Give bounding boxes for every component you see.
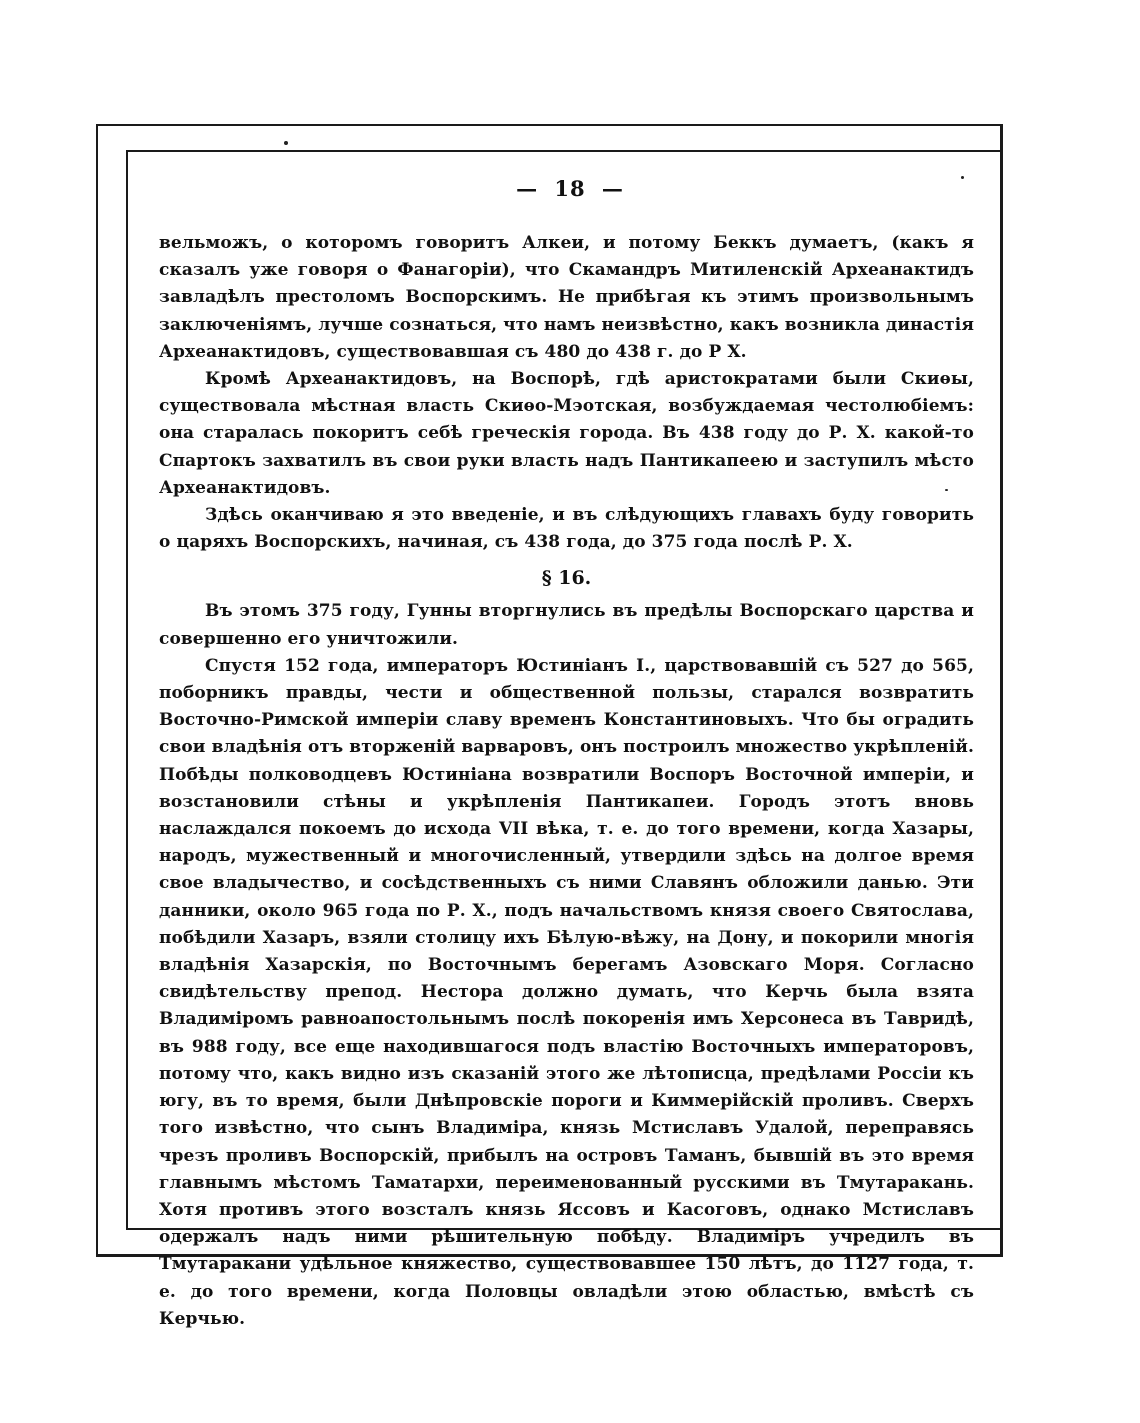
section-heading: § 16. [541,567,592,590]
paragraph: Здѣсь оканчиваю я это введеніе, и въ слѣдующихъ главахъ буду говорить о царяхъ Воспорскихъ, начиная, съ 438 года, до 375 года послѣ Р. Х. [159,505,974,553]
page-number: — 18 — [516,176,624,201]
paragraph: Въ этомъ 375 году, Гунны вторгнулись въ предѣлы Воспорскаго царства и совершенно его уничтожили. [159,601,974,649]
body-text [159,230,974,1333]
print-speck [284,141,288,145]
paragraph: Спустя 152 года, императоръ Юстиніанъ I., царствовавшій съ 527 до 565, поборникъ правды, чести и общественной пользы, старался возвратить Восточно-Римской имперіи славу временъ Константиновыхъ. Что бы оградить свои владѣнія отъ вторженій варваровъ, онъ построилъ множество укрѣпленій. Побѣды полководцевъ Юстиніана возвратили Воспоръ Восточной имперіи, и возстановили стѣны и укрѣпленія Пантикапеи. Городъ этотъ вновь наслаждался покоемъ до исхода VII вѣка, т. е. до того времени, когда Хазары, народъ, мужественный и многочисленный, утвердили здѣсь на долгое время свое владычество, и сосѣдственныхъ съ ними Славянъ обложили данью. Эти данники, около 965 года по Р. Х., подъ начальствомъ князя своего Святослава, побѣдили Хазаръ, взяли столицу ихъ Бѣлую-вѣжу, на Дону, и покорили многія владѣнія Хазарскія, по Восточнымъ берегамъ Азовскаго Моря. Согласно свидѣтельству препод. Нестора должно думать, что Керчь была взята Владиміромъ равноапостольнымъ послѣ покоренія имъ Херсонеса въ Тавридѣ, въ 988 году, все еще находившагося подъ властію Восточныхъ императоровъ, потому что, какъ видно изъ сказаній этого же лѣтописца, предѣлами Россіи къ югу, въ то время, были Днѣпровскіе пороги и Киммерійскій проливъ. Сверхъ того извѣстно, что сынъ Владиміра, князь Мстиславъ Удалой, переправясь чрезъ проливъ Воспорскій, прибылъ на островъ Таманъ, бывшій въ это время главнымъ мѣстомъ Таматархи, переименованный русскими въ Тмутаракань. Хотя противъ этого возсталъ князь Яссовъ и Касоговъ, однако Мстиславъ одержалъ надъ ними рѣшительную побѣду. Владиміръ учредилъ въ Тмутаракани удѣльное княжество, существовавшее 150 лѣтъ, до 1127 года, т. е. до того времени, когда Половцы овладѣли этою областью, вмѣстѣ съ Керчью. [159,655,974,1329]
paragraph: вельможъ, о которомъ говоритъ Алкеи, и потому Беккъ думаетъ, (какъ я сказалъ уже говоря о Фанагоріи), что Скамандръ Митиленскій Археанактидъ завладѣлъ престоломъ Воспорскимъ. Не прибѣгая къ этимъ произвольнымъ заключеніямъ, лучше сознаться, что намъ неизвѣстно, какъ возникла династія Археанактидовъ, существовавшая съ 480 до 438 г. до Р Х. [159,233,974,362]
paragraph: Кромѣ Археанактидовъ, на Воспорѣ, гдѣ аристократами были Скиѳы, существовала мѣстная власть Скиѳо-Мэотская, возбуждаемая честолюбіемъ: она старалась покоритъ себѣ греческія города. Въ 438 году до Р. Х. какой-то Спартокъ захватилъ въ свои руки власть надъ Пантикапеею и заступилъ мѣсто Археанактидовъ. [159,369,974,498]
